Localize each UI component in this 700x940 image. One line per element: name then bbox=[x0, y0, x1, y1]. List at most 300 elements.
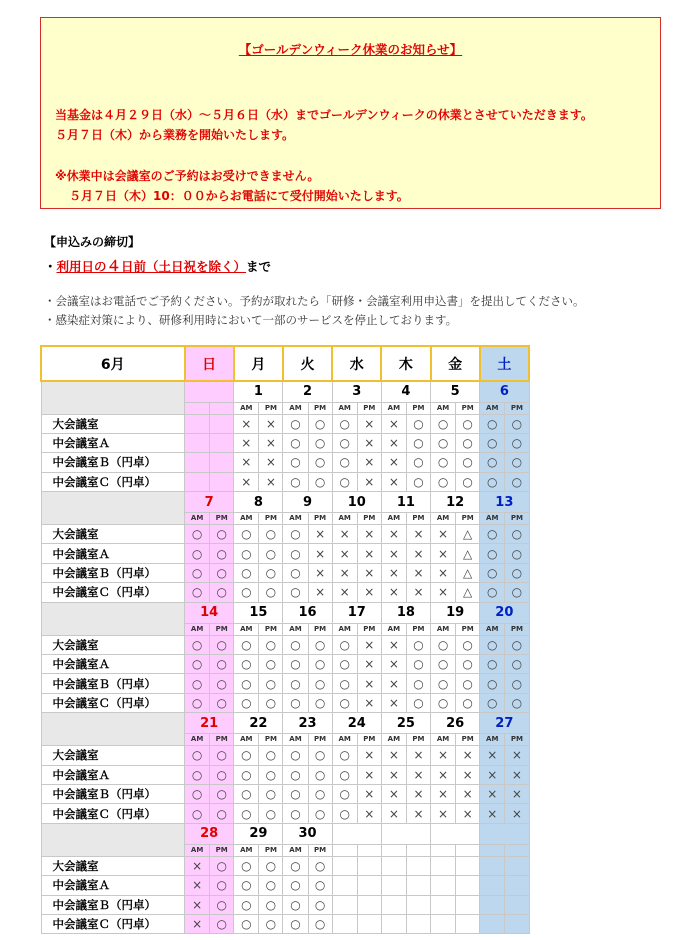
am-label: AM bbox=[480, 734, 505, 746]
availability-cell: ○ bbox=[283, 433, 308, 452]
availability-cell: ○ bbox=[332, 674, 357, 693]
availability-cell: × bbox=[234, 453, 259, 472]
pm-label: PM bbox=[505, 513, 529, 525]
pm-label: PM bbox=[210, 623, 234, 635]
availability-cell: ○ bbox=[480, 674, 505, 693]
room-row bbox=[41, 895, 529, 914]
availability-cell: × bbox=[406, 765, 430, 784]
availability-cell: ○ bbox=[234, 856, 259, 875]
deadline-heading: 【申込みの締切】 bbox=[44, 235, 141, 249]
availability-cell bbox=[431, 876, 456, 895]
am-label: AM bbox=[234, 844, 259, 856]
am-label: AM bbox=[431, 402, 456, 414]
room-row bbox=[41, 635, 529, 654]
holiday-notice-box bbox=[40, 17, 661, 209]
am-label: AM bbox=[283, 844, 308, 856]
availability-cell: × bbox=[259, 453, 283, 472]
availability-cell: ○ bbox=[283, 525, 308, 544]
availability-cell: ○ bbox=[259, 856, 283, 875]
availability-cell bbox=[185, 433, 210, 452]
empty-cell bbox=[431, 844, 456, 856]
availability-cell: ○ bbox=[185, 655, 210, 674]
availability-cell bbox=[505, 856, 529, 875]
availability-cell: ○ bbox=[234, 784, 259, 803]
availability-cell: ○ bbox=[259, 895, 283, 914]
room-name: 中会議室Ｂ（円卓） bbox=[41, 563, 185, 582]
availability-cell: ○ bbox=[308, 746, 332, 765]
pm-label: PM bbox=[357, 402, 381, 414]
room-row bbox=[41, 453, 529, 472]
notice-resume-date: ５月７日（木）から業務を開始いたします。 bbox=[55, 128, 295, 142]
availability-cell: × bbox=[332, 583, 357, 602]
availability-cell: × bbox=[381, 784, 406, 803]
date-cell: 18 bbox=[381, 602, 430, 623]
availability-cell: × bbox=[381, 804, 406, 823]
availability-cell bbox=[210, 433, 234, 452]
availability-cell: × bbox=[234, 414, 259, 433]
room-row bbox=[41, 544, 529, 563]
availability-cell bbox=[332, 895, 357, 914]
availability-cell: △ bbox=[456, 563, 480, 582]
availability-cell: × bbox=[381, 583, 406, 602]
room-name: 大会議室 bbox=[41, 525, 185, 544]
pm-label: PM bbox=[456, 402, 480, 414]
availability-cell: ○ bbox=[210, 784, 234, 803]
date-cell: 29 bbox=[234, 823, 283, 844]
availability-cell: ○ bbox=[505, 674, 529, 693]
room-row bbox=[41, 414, 529, 433]
room-name: 中会議室Ａ bbox=[41, 765, 185, 784]
availability-cell: ○ bbox=[259, 635, 283, 654]
availability-cell bbox=[505, 914, 529, 933]
availability-cell: × bbox=[406, 746, 430, 765]
availability-cell: ○ bbox=[505, 472, 529, 491]
availability-cell: ○ bbox=[308, 414, 332, 433]
availability-cell: ○ bbox=[185, 525, 210, 544]
pm-label: PM bbox=[406, 513, 430, 525]
empty-cell bbox=[357, 844, 381, 856]
room-row bbox=[41, 525, 529, 544]
availability-cell: × bbox=[480, 765, 505, 784]
availability-cell bbox=[210, 472, 234, 491]
am-label: AM bbox=[283, 513, 308, 525]
note-phone-reservation: ・会議室はお電話でご予約ください。予約が取れたら「研修・会議室利用申込書」を提出してください。 bbox=[44, 294, 585, 308]
am-label: AM bbox=[234, 402, 259, 414]
availability-cell: × bbox=[332, 525, 357, 544]
availability-cell: × bbox=[308, 525, 332, 544]
availability-cell: ○ bbox=[431, 693, 456, 712]
availability-cell bbox=[381, 876, 406, 895]
am-label: AM bbox=[234, 513, 259, 525]
date-row-label-cell bbox=[41, 381, 185, 414]
room-name: 中会議室Ｂ（円卓） bbox=[41, 453, 185, 472]
availability-cell: ○ bbox=[456, 472, 480, 491]
date-row bbox=[41, 823, 529, 844]
pm-label: PM bbox=[259, 513, 283, 525]
date-cell: 28 bbox=[185, 823, 234, 844]
availability-cell: × bbox=[480, 746, 505, 765]
availability-cell: ○ bbox=[431, 453, 456, 472]
availability-cell: ○ bbox=[210, 563, 234, 582]
availability-cell: × bbox=[259, 433, 283, 452]
availability-cell: ○ bbox=[283, 856, 308, 875]
date-cell: 10 bbox=[332, 492, 381, 513]
availability-cell: ○ bbox=[308, 895, 332, 914]
am-label: AM bbox=[332, 623, 357, 635]
availability-cell: × bbox=[357, 784, 381, 803]
availability-cell: × bbox=[357, 583, 381, 602]
availability-cell bbox=[332, 914, 357, 933]
room-name: 大会議室 bbox=[41, 414, 185, 433]
room-row bbox=[41, 583, 529, 602]
availability-cell bbox=[456, 914, 480, 933]
availability-cell: ○ bbox=[332, 635, 357, 654]
availability-cell: ○ bbox=[210, 914, 234, 933]
availability-cell: ○ bbox=[234, 876, 259, 895]
availability-cell: × bbox=[431, 544, 456, 563]
availability-cell: × bbox=[505, 804, 529, 823]
availability-cell: ○ bbox=[332, 784, 357, 803]
availability-cell: ○ bbox=[283, 746, 308, 765]
availability-cell: ○ bbox=[185, 765, 210, 784]
am-label: AM bbox=[185, 623, 210, 635]
availability-cell: ○ bbox=[185, 693, 210, 712]
notice-phone-reception: ５月７日（木）10：００からお電話にて受付開始いたします。 bbox=[69, 189, 409, 203]
room-name: 中会議室Ａ bbox=[41, 655, 185, 674]
pm-label: PM bbox=[308, 844, 332, 856]
weekday-mon: 月 bbox=[234, 346, 283, 381]
pm-label: PM bbox=[308, 402, 332, 414]
availability-cell: ○ bbox=[456, 453, 480, 472]
date-cell: 30 bbox=[283, 823, 332, 844]
availability-cell: ○ bbox=[234, 914, 259, 933]
availability-cell: × bbox=[431, 746, 456, 765]
date-row-label-cell bbox=[41, 602, 185, 635]
availability-cell: ○ bbox=[332, 414, 357, 433]
date-row bbox=[41, 713, 529, 734]
availability-cell: ○ bbox=[308, 914, 332, 933]
room-name: 中会議室Ｃ（円卓） bbox=[41, 583, 185, 602]
availability-cell bbox=[431, 914, 456, 933]
am-label: AM bbox=[381, 513, 406, 525]
availability-cell: ○ bbox=[259, 784, 283, 803]
availability-cell: × bbox=[431, 583, 456, 602]
availability-cell: × bbox=[431, 804, 456, 823]
availability-cell: × bbox=[456, 746, 480, 765]
am-label: AM bbox=[480, 513, 505, 525]
am-label: AM bbox=[234, 623, 259, 635]
am-label: AM bbox=[332, 734, 357, 746]
room-row bbox=[41, 472, 529, 491]
pm-label: PM bbox=[259, 734, 283, 746]
availability-cell: ○ bbox=[480, 635, 505, 654]
room-row bbox=[41, 876, 529, 895]
availability-cell: × bbox=[357, 674, 381, 693]
availability-cell bbox=[357, 876, 381, 895]
availability-cell: ○ bbox=[234, 655, 259, 674]
room-row bbox=[41, 856, 529, 875]
availability-cell: ○ bbox=[234, 693, 259, 712]
availability-cell: × bbox=[431, 563, 456, 582]
availability-cell: × bbox=[308, 583, 332, 602]
availability-cell: ○ bbox=[259, 804, 283, 823]
am-label: AM bbox=[431, 513, 456, 525]
am-label: AM bbox=[480, 402, 505, 414]
date-cell: 6 bbox=[480, 381, 529, 402]
date-cell: 26 bbox=[431, 713, 480, 734]
availability-cell: ○ bbox=[283, 414, 308, 433]
weekday-sat: 土 bbox=[480, 346, 529, 381]
availability-cell: ○ bbox=[234, 563, 259, 582]
availability-cell: × bbox=[406, 583, 430, 602]
date-cell: 14 bbox=[185, 602, 234, 623]
availability-cell: × bbox=[332, 544, 357, 563]
room-row bbox=[41, 655, 529, 674]
availability-cell: △ bbox=[456, 544, 480, 563]
availability-cell: ○ bbox=[505, 635, 529, 654]
pm-label: PM bbox=[210, 734, 234, 746]
availability-cell: ○ bbox=[234, 583, 259, 602]
availability-cell: ○ bbox=[505, 433, 529, 452]
room-name: 大会議室 bbox=[41, 746, 185, 765]
availability-cell bbox=[332, 856, 357, 875]
month-label: 6月 bbox=[41, 346, 185, 381]
availability-cell: ○ bbox=[480, 563, 505, 582]
availability-cell: ○ bbox=[283, 655, 308, 674]
availability-cell: ○ bbox=[210, 895, 234, 914]
date-cell: 7 bbox=[185, 492, 234, 513]
availability-cell: ○ bbox=[308, 784, 332, 803]
availability-cell: × bbox=[357, 563, 381, 582]
availability-cell: ○ bbox=[406, 674, 430, 693]
availability-cell: ○ bbox=[505, 544, 529, 563]
pm-label: PM bbox=[505, 734, 529, 746]
availability-cell bbox=[406, 876, 430, 895]
am-label: AM bbox=[431, 734, 456, 746]
availability-cell bbox=[406, 895, 430, 914]
availability-cell: ○ bbox=[234, 804, 259, 823]
date-cell: 1 bbox=[234, 381, 283, 402]
room-row bbox=[41, 746, 529, 765]
availability-cell bbox=[210, 453, 234, 472]
availability-cell: ○ bbox=[308, 765, 332, 784]
availability-cell: ○ bbox=[308, 453, 332, 472]
availability-cell: ○ bbox=[185, 544, 210, 563]
availability-cell: ○ bbox=[406, 433, 430, 452]
availability-cell: ○ bbox=[505, 453, 529, 472]
availability-cell: × bbox=[185, 856, 210, 875]
availability-cell: ○ bbox=[210, 765, 234, 784]
availability-cell: ○ bbox=[210, 674, 234, 693]
availability-cell: × bbox=[185, 895, 210, 914]
availability-cell: ○ bbox=[185, 804, 210, 823]
availability-cell: ○ bbox=[259, 544, 283, 563]
availability-cell: × bbox=[357, 804, 381, 823]
availability-cell bbox=[480, 876, 505, 895]
availability-cell: × bbox=[505, 765, 529, 784]
availability-cell: ○ bbox=[456, 414, 480, 433]
notice-title: 【ゴールデンウィーク休業のお知らせ】 bbox=[238, 42, 463, 57]
availability-cell: × bbox=[381, 433, 406, 452]
pm-label: PM bbox=[456, 734, 480, 746]
date-cell: 11 bbox=[381, 492, 430, 513]
calendar-body bbox=[41, 346, 529, 934]
availability-cell: × bbox=[308, 563, 332, 582]
availability-cell: ○ bbox=[283, 765, 308, 784]
date-cell: 22 bbox=[234, 713, 283, 734]
availability-cell bbox=[480, 856, 505, 875]
availability-cell: ○ bbox=[234, 635, 259, 654]
availability-cell bbox=[185, 414, 210, 433]
room-name: 中会議室Ｃ（円卓） bbox=[41, 804, 185, 823]
date-cell: 23 bbox=[283, 713, 332, 734]
availability-cell: ○ bbox=[283, 784, 308, 803]
date-row bbox=[41, 381, 529, 402]
empty-cell bbox=[456, 844, 480, 856]
availability-cell: × bbox=[308, 544, 332, 563]
availability-cell: × bbox=[381, 525, 406, 544]
deadline-rule bbox=[44, 255, 271, 276]
availability-cell: ○ bbox=[259, 765, 283, 784]
availability-cell: ○ bbox=[308, 655, 332, 674]
availability-cell: ○ bbox=[210, 583, 234, 602]
availability-cell: ○ bbox=[332, 746, 357, 765]
availability-cell: × bbox=[456, 765, 480, 784]
am-label: AM bbox=[234, 734, 259, 746]
availability-cell: ○ bbox=[185, 563, 210, 582]
availability-cell: × bbox=[381, 746, 406, 765]
note-infection-control: ・感染症対策により、研修利用時において一部のサービスを停止しております。 bbox=[44, 313, 458, 327]
availability-cell: ○ bbox=[234, 765, 259, 784]
availability-cell bbox=[210, 414, 234, 433]
availability-cell bbox=[480, 914, 505, 933]
availability-cell: × bbox=[381, 453, 406, 472]
date-cell: 2 bbox=[283, 381, 332, 402]
availability-cell: ○ bbox=[480, 525, 505, 544]
deadline-highlight: 利用日の４日前（土日祝を除く） bbox=[56, 259, 247, 275]
availability-cell: × bbox=[259, 414, 283, 433]
availability-cell: ○ bbox=[283, 563, 308, 582]
pm-label: PM bbox=[357, 734, 381, 746]
room-name: 中会議室Ｃ（円卓） bbox=[41, 693, 185, 712]
availability-cell bbox=[185, 472, 210, 491]
availability-cell: ○ bbox=[431, 414, 456, 433]
room-row bbox=[41, 693, 529, 712]
availability-cell: ○ bbox=[259, 693, 283, 712]
am-label: AM bbox=[381, 623, 406, 635]
availability-cell: × bbox=[381, 472, 406, 491]
date-cell: 12 bbox=[431, 492, 480, 513]
availability-cell: ○ bbox=[480, 433, 505, 452]
availability-cell: ○ bbox=[210, 856, 234, 875]
availability-cell bbox=[381, 856, 406, 875]
weekday-tue: 火 bbox=[283, 346, 332, 381]
availability-cell: ○ bbox=[480, 544, 505, 563]
room-row bbox=[41, 433, 529, 452]
availability-cell: ○ bbox=[210, 804, 234, 823]
availability-cell: × bbox=[456, 804, 480, 823]
availability-cell: × bbox=[480, 804, 505, 823]
availability-cell: ○ bbox=[332, 765, 357, 784]
availability-cell: ○ bbox=[480, 583, 505, 602]
room-row bbox=[41, 674, 529, 693]
availability-cell: ○ bbox=[259, 655, 283, 674]
date-cell: 8 bbox=[234, 492, 283, 513]
date-cell: 25 bbox=[381, 713, 430, 734]
availability-cell: ○ bbox=[406, 635, 430, 654]
availability-cell bbox=[357, 895, 381, 914]
pm-label: PM bbox=[259, 402, 283, 414]
availability-cell: ○ bbox=[283, 914, 308, 933]
availability-cell: ○ bbox=[259, 583, 283, 602]
availability-cell: × bbox=[357, 635, 381, 654]
room-name: 中会議室Ｃ（円卓） bbox=[41, 472, 185, 491]
date-cell: 24 bbox=[332, 713, 381, 734]
availability-cell: × bbox=[357, 433, 381, 452]
availability-cell: ○ bbox=[283, 674, 308, 693]
availability-cell: ○ bbox=[234, 525, 259, 544]
availability-cell: ○ bbox=[259, 746, 283, 765]
availability-cell: ○ bbox=[431, 674, 456, 693]
availability-cell bbox=[357, 856, 381, 875]
availability-cell bbox=[431, 856, 456, 875]
room-row bbox=[41, 563, 529, 582]
availability-cell: × bbox=[185, 914, 210, 933]
availability-cell: ○ bbox=[283, 693, 308, 712]
pm-label: PM bbox=[357, 623, 381, 635]
deadline-suffix: まで bbox=[246, 259, 272, 274]
date-cell bbox=[431, 823, 480, 844]
am-label: AM bbox=[381, 402, 406, 414]
availability-cell: ○ bbox=[456, 674, 480, 693]
availability-cell: ○ bbox=[234, 674, 259, 693]
availability-cell: × bbox=[381, 655, 406, 674]
availability-cell bbox=[456, 876, 480, 895]
availability-cell: ○ bbox=[210, 746, 234, 765]
empty-cell bbox=[185, 402, 210, 414]
availability-cell: × bbox=[406, 544, 430, 563]
availability-cell bbox=[505, 895, 529, 914]
availability-cell: ○ bbox=[259, 876, 283, 895]
availability-cell: × bbox=[234, 472, 259, 491]
empty-cell bbox=[381, 844, 406, 856]
am-label: AM bbox=[185, 513, 210, 525]
date-cell: 15 bbox=[234, 602, 283, 623]
am-label: AM bbox=[480, 623, 505, 635]
availability-cell: ○ bbox=[185, 746, 210, 765]
date-cell bbox=[381, 823, 430, 844]
date-cell: 3 bbox=[332, 381, 381, 402]
date-row bbox=[41, 492, 529, 513]
pm-label: PM bbox=[505, 623, 529, 635]
availability-cell: × bbox=[357, 693, 381, 712]
availability-cell: ○ bbox=[505, 414, 529, 433]
availability-cell: × bbox=[431, 765, 456, 784]
availability-cell: ○ bbox=[185, 784, 210, 803]
availability-cell: ○ bbox=[431, 655, 456, 674]
weekday-fri: 金 bbox=[431, 346, 480, 381]
availability-cell: ○ bbox=[283, 544, 308, 563]
date-cell: 5 bbox=[431, 381, 480, 402]
availability-cell: ○ bbox=[480, 655, 505, 674]
availability-cell: × bbox=[381, 765, 406, 784]
availability-cell: ○ bbox=[185, 674, 210, 693]
availability-cell: ○ bbox=[406, 655, 430, 674]
date-cell: 13 bbox=[480, 492, 529, 513]
availability-cell: ○ bbox=[210, 544, 234, 563]
availability-cell bbox=[431, 895, 456, 914]
empty-cell bbox=[210, 402, 234, 414]
